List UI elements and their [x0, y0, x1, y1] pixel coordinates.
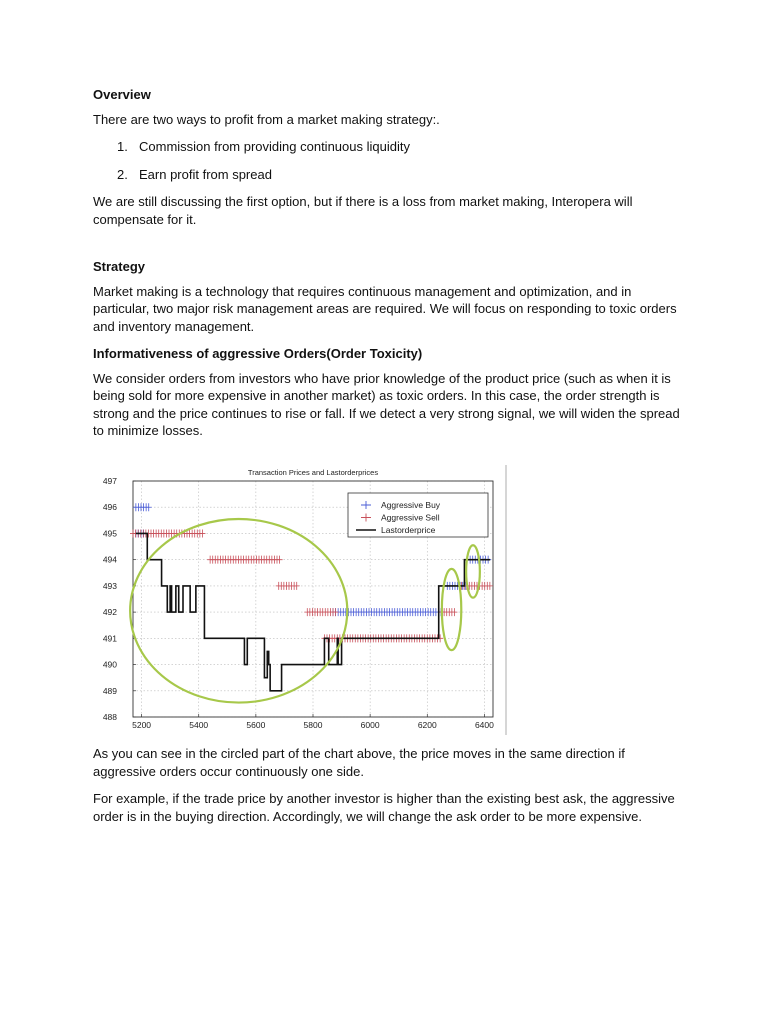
- trade-marker: [277, 556, 283, 564]
- trade-marker: [199, 529, 205, 537]
- list-item: [93, 166, 683, 184]
- x-tick-label: 5800: [303, 720, 323, 730]
- y-tick-label: 494: [102, 554, 117, 565]
- strategy-body: Market making is a technology that requires continuous management and optimization, and in particular, two major risk management areas are required. We will focus on responding to toxic orders and inventory management.: [93, 283, 677, 334]
- x-tick-label: 6200: [417, 720, 437, 730]
- y-tick-label: 492: [102, 607, 117, 618]
- explanation-paragraph-1: As you can see in the circled part of the chart above, the price moves in the same direction if aggressive orders occur continuously one side.: [93, 746, 625, 779]
- y-tick-label: 488: [102, 712, 117, 722]
- legend-label: Aggressive Buy: [381, 500, 441, 510]
- list-item-number: 2.: [117, 166, 128, 182]
- trade-marker: [487, 582, 493, 590]
- trade-marker: [333, 608, 339, 616]
- x-tick-label: 5600: [246, 720, 266, 730]
- list-item-number: 1.: [117, 139, 128, 154]
- x-tick-label: 6000: [360, 720, 380, 730]
- x-tick-label: 5400: [189, 720, 209, 730]
- y-tick-label: 491: [102, 633, 117, 644]
- chart-explanation: [93, 745, 683, 835]
- y-tick-label: 489: [102, 685, 117, 696]
- trade-marker: [451, 608, 457, 616]
- legend-label: Aggressive Sell: [381, 512, 440, 523]
- overview-intro: There are two ways to profit from a market making strategy:.: [93, 111, 440, 127]
- transaction-price-chart: [93, 463, 513, 739]
- y-tick-label: 495: [102, 528, 117, 539]
- y-tick-label: 497: [102, 476, 117, 486]
- y-tick-label: 496: [102, 502, 117, 513]
- y-tick-label: 490: [102, 659, 117, 670]
- toxicity-body: We consider orders from investors who have prior knowledge of the product price (such as when it is being sold for more expensive in another market) as toxic orders. In this case, the order strength is strong and the price continues to rise or fall. If we detect a very strong signal, we will widen the spread to minimize losses.: [93, 370, 680, 438]
- document-body: [93, 86, 683, 450]
- x-tick-label: 5200: [132, 720, 152, 730]
- list-item: [93, 138, 683, 156]
- explanation-paragraph-2: For example, if the trade price by another investor is higher than the existing best ask, the aggressive order is in the buying direction. Accordingly, we will change the ask order to be more expensive.: [93, 791, 675, 824]
- annotation-circle-3: [466, 545, 480, 597]
- x-tick-label: 6400: [474, 720, 494, 730]
- legend-label: Lastorderprice: [381, 525, 436, 535]
- toxicity-heading: Informativeness of aggressive Orders(Order Toxicity): [93, 346, 423, 361]
- overview-note: We are still discussing the first option, but if there is a loss from market making, Interopera will compensate for it.: [93, 194, 633, 227]
- list-item-text: Commission from providing continuous liquidity: [139, 139, 410, 154]
- trade-marker: [294, 582, 300, 590]
- chart-legend: [348, 493, 488, 537]
- overview-heading: Overview: [93, 87, 151, 102]
- profit-list: [93, 138, 683, 183]
- strategy-heading: Strategy: [93, 259, 146, 274]
- y-tick-label: 493: [102, 580, 117, 591]
- chart-title: Transaction Prices and Lastorderprices: [247, 468, 379, 477]
- list-item-text: Earn profit from spread: [139, 166, 272, 182]
- trade-marker: [146, 503, 152, 511]
